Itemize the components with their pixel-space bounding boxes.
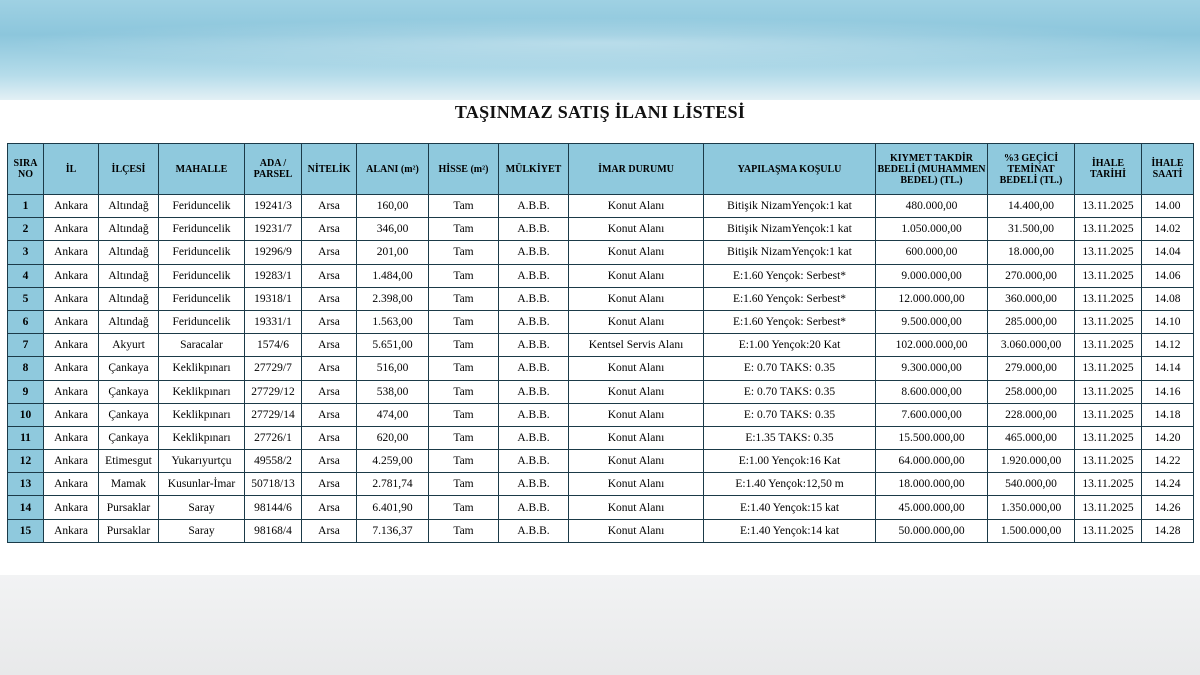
column-header-mulkiyet: MÜLKİYET [499,144,569,195]
cell-hisse: Tam [429,195,499,218]
cell-kiymet: 12.000.000,00 [876,287,988,310]
cell-tarih: 13.11.2025 [1075,403,1142,426]
cell-kosul: Bitişik NizamYençok:1 kat [704,218,876,241]
cell-imar: Konut Alanı [569,403,704,426]
column-header-il: İL [44,144,99,195]
cell-mahalle: Keklikpınarı [159,426,245,449]
cell-nitelik: Arsa [302,426,357,449]
cell-imar: Konut Alanı [569,195,704,218]
cell-kiymet: 18.000.000,00 [876,473,988,496]
column-header-saat: İHALE SAATİ [1142,144,1194,195]
cell-saat: 14.22 [1142,450,1194,473]
cell-saat: 14.06 [1142,264,1194,287]
cell-hisse: Tam [429,519,499,542]
cell-kiymet: 102.000.000,00 [876,334,988,357]
cell-mahalle: Keklikpınarı [159,403,245,426]
cell-tarih: 13.11.2025 [1075,473,1142,496]
cell-mulkiyet: A.B.B. [499,264,569,287]
cell-ilce: Altındağ [99,287,159,310]
cell-ilce: Etimesgut [99,450,159,473]
cell-hisse: Tam [429,496,499,519]
cell-no: 3 [8,241,44,264]
column-header-nitelik: NİTELİK [302,144,357,195]
cell-alan: 6.401,90 [357,496,429,519]
cell-ada: 27729/14 [245,403,302,426]
cell-nitelik: Arsa [302,380,357,403]
cell-teminat: 1.920.000,00 [988,450,1075,473]
cell-mahalle: Saracalar [159,334,245,357]
cell-imar: Konut Alanı [569,218,704,241]
cell-ada: 49558/2 [245,450,302,473]
cell-ada: 27729/12 [245,380,302,403]
cell-hisse: Tam [429,310,499,333]
cell-il: Ankara [44,450,99,473]
cell-alan: 1.563,00 [357,310,429,333]
cell-no: 5 [8,287,44,310]
cell-no: 10 [8,403,44,426]
cell-no: 4 [8,264,44,287]
cell-kiymet: 64.000.000,00 [876,450,988,473]
cell-ilce: Pursaklar [99,519,159,542]
cell-mulkiyet: A.B.B. [499,287,569,310]
listing-table [7,143,1194,543]
cell-kosul: E:1.40 Yençok:14 kat [704,519,876,542]
table-row [8,357,1194,380]
cell-nitelik: Arsa [302,357,357,380]
cell-alan: 7.136,37 [357,519,429,542]
cell-il: Ankara [44,473,99,496]
cell-il: Ankara [44,519,99,542]
cell-ilce: Çankaya [99,380,159,403]
cell-ilce: Altındağ [99,241,159,264]
cell-ilce: Çankaya [99,403,159,426]
cell-teminat: 31.500,00 [988,218,1075,241]
cell-ada: 19296/9 [245,241,302,264]
cell-teminat: 18.000,00 [988,241,1075,264]
cell-kosul: Bitişik NizamYençok:1 kat [704,241,876,264]
cell-alan: 1.484,00 [357,264,429,287]
cell-il: Ankara [44,241,99,264]
cell-mulkiyet: A.B.B. [499,426,569,449]
cell-ilce: Mamak [99,473,159,496]
cell-il: Ankara [44,357,99,380]
cell-il: Ankara [44,380,99,403]
table-row [8,380,1194,403]
cell-kosul: E: 0.70 TAKS: 0.35 [704,403,876,426]
table-row [8,195,1194,218]
cell-no: 8 [8,357,44,380]
cell-imar: Konut Alanı [569,310,704,333]
cell-il: Ankara [44,287,99,310]
column-header-imar: İMAR DURUMU [569,144,704,195]
cell-teminat: 228.000,00 [988,403,1075,426]
cell-no: 9 [8,380,44,403]
cell-il: Ankara [44,403,99,426]
cell-ada: 27726/1 [245,426,302,449]
cell-alan: 620,00 [357,426,429,449]
column-header-kiymet: KIYMET TAKDİR BEDELİ (MUHAMMEN BEDEL) (TL.) [876,144,988,195]
cell-mulkiyet: A.B.B. [499,473,569,496]
cell-kosul: E:1.40 Yençok:12,50 m [704,473,876,496]
cell-saat: 14.02 [1142,218,1194,241]
cell-teminat: 270.000,00 [988,264,1075,287]
cell-ilce: Altındağ [99,195,159,218]
cell-kiymet: 9.300.000,00 [876,357,988,380]
cell-teminat: 360.000,00 [988,287,1075,310]
cell-alan: 2.781,74 [357,473,429,496]
cell-il: Ankara [44,426,99,449]
cell-kosul: E:1.60 Yençok: Serbest* [704,310,876,333]
cell-tarih: 13.11.2025 [1075,218,1142,241]
cell-tarih: 13.11.2025 [1075,380,1142,403]
cell-tarih: 13.11.2025 [1075,264,1142,287]
cell-hisse: Tam [429,287,499,310]
cell-hisse: Tam [429,380,499,403]
cell-alan: 474,00 [357,403,429,426]
cell-mahalle: Feriduncelik [159,195,245,218]
cell-saat: 14.14 [1142,357,1194,380]
cell-ada: 19231/7 [245,218,302,241]
cell-alan: 5.651,00 [357,334,429,357]
cell-ada: 1574/6 [245,334,302,357]
cell-ada: 19331/1 [245,310,302,333]
cell-mulkiyet: A.B.B. [499,450,569,473]
cell-no: 13 [8,473,44,496]
cell-ilce: Akyurt [99,334,159,357]
cell-teminat: 1.500.000,00 [988,519,1075,542]
cell-saat: 14.00 [1142,195,1194,218]
cell-saat: 14.26 [1142,496,1194,519]
column-header-alan: ALANI (m²) [357,144,429,195]
cell-tarih: 13.11.2025 [1075,195,1142,218]
cell-tarih: 13.11.2025 [1075,426,1142,449]
cell-ilce: Çankaya [99,426,159,449]
column-header-ada: ADA / PARSEL [245,144,302,195]
cell-kosul: E: 0.70 TAKS: 0.35 [704,357,876,380]
cell-kosul: E:1.60 Yençok: Serbest* [704,264,876,287]
column-header-mahalle: MAHALLE [159,144,245,195]
cell-ada: 27729/7 [245,357,302,380]
cell-mahalle: Kusunlar-İmar [159,473,245,496]
cell-ilce: Altındağ [99,264,159,287]
cell-mahalle: Keklikpınarı [159,380,245,403]
cell-mulkiyet: A.B.B. [499,218,569,241]
cell-nitelik: Arsa [302,310,357,333]
cell-tarih: 13.11.2025 [1075,496,1142,519]
cell-kosul: Bitişik NizamYençok:1 kat [704,195,876,218]
cell-tarih: 13.11.2025 [1075,450,1142,473]
cell-il: Ankara [44,334,99,357]
table-row [8,310,1194,333]
cell-nitelik: Arsa [302,473,357,496]
cell-mulkiyet: A.B.B. [499,241,569,264]
cell-kosul: E:1.00 Yençok:20 Kat [704,334,876,357]
cell-alan: 201,00 [357,241,429,264]
cell-mahalle: Feriduncelik [159,310,245,333]
cell-ada: 19318/1 [245,287,302,310]
column-header-hisse: HİSSE (m²) [429,144,499,195]
cell-mahalle: Saray [159,519,245,542]
cell-nitelik: Arsa [302,519,357,542]
cell-saat: 14.18 [1142,403,1194,426]
cell-hisse: Tam [429,334,499,357]
cell-alan: 516,00 [357,357,429,380]
cell-kiymet: 9.000.000,00 [876,264,988,287]
cell-ilce: Pursaklar [99,496,159,519]
table-row [8,426,1194,449]
cell-alan: 346,00 [357,218,429,241]
table-row [8,241,1194,264]
cell-mulkiyet: A.B.B. [499,496,569,519]
column-header-ilce: İLÇESİ [99,144,159,195]
table-row [8,287,1194,310]
cell-imar: Konut Alanı [569,264,704,287]
cell-nitelik: Arsa [302,241,357,264]
cell-mulkiyet: A.B.B. [499,519,569,542]
table-row [8,403,1194,426]
cell-il: Ankara [44,195,99,218]
table-row [8,519,1194,542]
cell-imar: Konut Alanı [569,496,704,519]
header-row [8,144,1194,195]
bottom-decorative-band [0,575,1200,675]
cell-kiymet: 15.500.000,00 [876,426,988,449]
cell-saat: 14.28 [1142,519,1194,542]
cell-tarih: 13.11.2025 [1075,334,1142,357]
cell-mahalle: Feriduncelik [159,264,245,287]
cell-mulkiyet: A.B.B. [499,357,569,380]
table-row [8,496,1194,519]
cell-tarih: 13.11.2025 [1075,241,1142,264]
cell-kiymet: 7.600.000,00 [876,403,988,426]
table-row [8,334,1194,357]
cell-ada: 98168/4 [245,519,302,542]
cell-kosul: E:1.60 Yençok: Serbest* [704,287,876,310]
cell-kosul: E: 0.70 TAKS: 0.35 [704,380,876,403]
cell-tarih: 13.11.2025 [1075,519,1142,542]
cell-ada: 19283/1 [245,264,302,287]
cell-mulkiyet: A.B.B. [499,195,569,218]
cell-mulkiyet: A.B.B. [499,403,569,426]
cell-hisse: Tam [429,426,499,449]
cell-imar: Konut Alanı [569,426,704,449]
cell-teminat: 3.060.000,00 [988,334,1075,357]
cell-teminat: 285.000,00 [988,310,1075,333]
cell-imar: Konut Alanı [569,473,704,496]
cell-saat: 14.16 [1142,380,1194,403]
cell-teminat: 279.000,00 [988,357,1075,380]
cell-teminat: 1.350.000,00 [988,496,1075,519]
cell-saat: 14.08 [1142,287,1194,310]
cell-nitelik: Arsa [302,450,357,473]
cell-nitelik: Arsa [302,403,357,426]
cell-teminat: 258.000,00 [988,380,1075,403]
cell-no: 6 [8,310,44,333]
page-title: TAŞINMAZ SATIŞ İLANI LİSTESİ [454,102,746,122]
cell-hisse: Tam [429,450,499,473]
table-body [8,195,1194,543]
cell-ada: 98144/6 [245,496,302,519]
cell-mahalle: Feriduncelik [159,287,245,310]
cell-hisse: Tam [429,264,499,287]
cell-mulkiyet: A.B.B. [499,334,569,357]
cell-mahalle: Saray [159,496,245,519]
cell-no: 2 [8,218,44,241]
cell-kosul: E:1.35 TAKS: 0.35 [704,426,876,449]
cell-nitelik: Arsa [302,287,357,310]
table-row [8,264,1194,287]
cell-il: Ankara [44,310,99,333]
cell-mahalle: Feriduncelik [159,241,245,264]
cell-kiymet: 50.000.000,00 [876,519,988,542]
cell-kiymet: 600.000,00 [876,241,988,264]
table-row [8,450,1194,473]
cell-imar: Konut Alanı [569,287,704,310]
table-row [8,218,1194,241]
cell-kiymet: 480.000,00 [876,195,988,218]
cell-no: 12 [8,450,44,473]
cell-imar: Kentsel Servis Alanı [569,334,704,357]
cell-no: 11 [8,426,44,449]
cell-alan: 160,00 [357,195,429,218]
cell-nitelik: Arsa [302,264,357,287]
cell-mahalle: Keklikpınarı [159,357,245,380]
cell-kiymet: 1.050.000,00 [876,218,988,241]
cell-no: 14 [8,496,44,519]
cell-kiymet: 45.000.000,00 [876,496,988,519]
cell-no: 7 [8,334,44,357]
cell-il: Ankara [44,218,99,241]
cell-saat: 14.10 [1142,310,1194,333]
cell-saat: 14.12 [1142,334,1194,357]
cell-saat: 14.04 [1142,241,1194,264]
cell-nitelik: Arsa [302,496,357,519]
cell-no: 1 [8,195,44,218]
cell-kosul: E:1.00 Yençok:16 Kat [704,450,876,473]
cell-mahalle: Yukarıyurtçu [159,450,245,473]
cell-hisse: Tam [429,241,499,264]
cell-mulkiyet: A.B.B. [499,310,569,333]
column-header-no: SIRA NO [8,144,44,195]
top-decorative-band [0,0,1200,100]
cell-nitelik: Arsa [302,218,357,241]
cell-alan: 4.259,00 [357,450,429,473]
cell-ilce: Altındağ [99,218,159,241]
cell-no: 15 [8,519,44,542]
cell-imar: Konut Alanı [569,450,704,473]
cell-saat: 14.20 [1142,426,1194,449]
cell-saat: 14.24 [1142,473,1194,496]
cell-imar: Konut Alanı [569,380,704,403]
cell-teminat: 465.000,00 [988,426,1075,449]
cell-il: Ankara [44,496,99,519]
cell-imar: Konut Alanı [569,241,704,264]
cell-mulkiyet: A.B.B. [499,380,569,403]
cell-il: Ankara [44,264,99,287]
cell-kosul: E:1.40 Yençok:15 kat [704,496,876,519]
cell-hisse: Tam [429,218,499,241]
cell-hisse: Tam [429,473,499,496]
cell-hisse: Tam [429,403,499,426]
cell-ilce: Çankaya [99,357,159,380]
cell-tarih: 13.11.2025 [1075,357,1142,380]
cell-teminat: 14.400,00 [988,195,1075,218]
cell-tarih: 13.11.2025 [1075,287,1142,310]
cell-nitelik: Arsa [302,334,357,357]
cell-alan: 2.398,00 [357,287,429,310]
column-header-kosul: YAPILAŞMA KOŞULU [704,144,876,195]
cell-ada: 19241/3 [245,195,302,218]
column-header-teminat: %3 GEÇİCİ TEMİNAT BEDELİ (TL.) [988,144,1075,195]
column-header-tarih: İHALE TARİHİ [1075,144,1142,195]
cell-kiymet: 9.500.000,00 [876,310,988,333]
cell-imar: Konut Alanı [569,519,704,542]
cell-tarih: 13.11.2025 [1075,310,1142,333]
cell-hisse: Tam [429,357,499,380]
table-row [8,473,1194,496]
cell-alan: 538,00 [357,380,429,403]
cell-teminat: 540.000,00 [988,473,1075,496]
cell-imar: Konut Alanı [569,357,704,380]
cell-ada: 50718/13 [245,473,302,496]
cell-kiymet: 8.600.000,00 [876,380,988,403]
cell-mahalle: Feriduncelik [159,218,245,241]
cell-ilce: Altındağ [99,310,159,333]
cell-nitelik: Arsa [302,195,357,218]
